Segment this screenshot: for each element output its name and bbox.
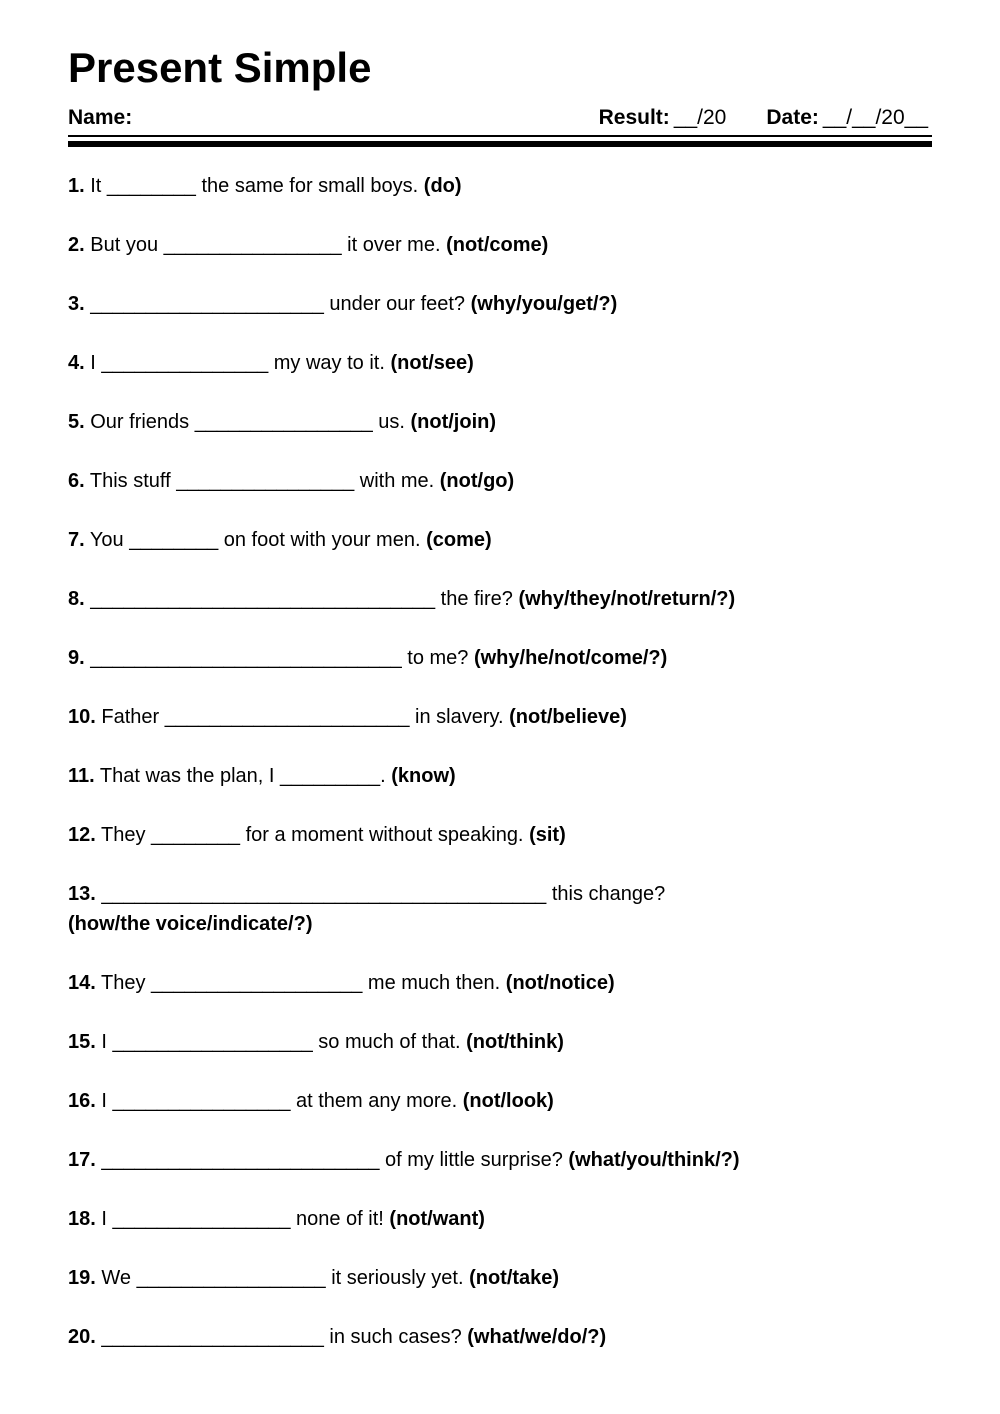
divider-thin-line [68, 135, 932, 137]
answer-blank: _______________ [101, 352, 269, 375]
verb-hint: (not/go) [439, 470, 515, 493]
question-number: 4. [68, 352, 85, 375]
answer-blank: __________________ [112, 1031, 313, 1054]
header-meta-row [68, 106, 932, 130]
answer-blank: _________________ [136, 1267, 326, 1290]
question-item: 11. That was the plan, I _________. (know) [68, 765, 456, 788]
result-label: Result: [598, 106, 670, 130]
verb-hint: (not/come) [446, 234, 549, 257]
question-number: 1. [68, 175, 85, 198]
answer-blank: _______________________________ [90, 588, 436, 611]
answer-blank: ________ [151, 824, 241, 847]
verb-hint: (not/believe) [509, 706, 627, 729]
result-field [599, 106, 731, 130]
question-number: 10. [68, 706, 96, 729]
question-number: 19. [68, 1267, 96, 1290]
question-number: 3. [68, 293, 85, 316]
question-number: 16. [68, 1090, 96, 1113]
answer-blank: ________________ [112, 1208, 291, 1231]
question-item: 3. _____________________ under our feet? (why/you/get/?) [68, 293, 618, 316]
verb-hint: (come) [426, 529, 492, 552]
question-number: 18. [68, 1208, 96, 1231]
question-item: 19. We _________________ it seriously yet. (not/take) [68, 1267, 560, 1290]
question-number: 15. [68, 1031, 96, 1054]
question-number: 6. [68, 470, 85, 493]
question-number: 7. [68, 529, 85, 552]
verb-hint: (why/they/not/return/?) [518, 588, 736, 611]
answer-blank: ________________ [176, 470, 355, 493]
date-value: __/__/20__ [822, 106, 928, 130]
answer-blank: ________ [106, 175, 196, 198]
question-item: 9. ____________________________ to me? (why/he/not/come/?) [68, 647, 668, 670]
answer-blank: ________________ [112, 1090, 291, 1113]
verb-hint: (not/notice) [505, 972, 615, 995]
verb-hint: (what/you/think/?) [568, 1149, 740, 1172]
question-number: 17. [68, 1149, 96, 1172]
name-field [68, 106, 599, 130]
answer-blank: ____________________ [101, 1326, 324, 1349]
verb-hint: (know) [391, 765, 456, 788]
answer-blank: ________________________________________ [101, 883, 547, 906]
question-item: 8. _______________________________ the fire? (why/they/not/return/?) [68, 588, 736, 611]
verb-hint: (not/take) [469, 1267, 560, 1290]
verb-hint: (not/look) [462, 1090, 554, 1113]
date-label: Date: [766, 106, 819, 130]
verb-hint: (what/we/do/?) [467, 1326, 607, 1349]
question-item: 18. I ________________ none of it! (not/want) [68, 1208, 485, 1231]
answer-blank: ________ [129, 529, 219, 552]
answer-blank: ________________ [194, 411, 373, 434]
divider-thick-line [68, 141, 932, 147]
result-value: __/20 [673, 106, 727, 130]
question-item: 1. It ________ the same for small boys. (do) [68, 175, 462, 198]
question-number: 8. [68, 588, 85, 611]
question-item: 7. You ________ on foot with your men. (come) [68, 529, 492, 552]
worksheet-title: Present Simple [68, 44, 372, 91]
question-item: 13. ________________________________________ this change? (how/the voice/indicate/?) [68, 883, 666, 936]
verb-hint: (not/join) [410, 411, 497, 434]
verb-hint: (why/he/not/come/?) [473, 647, 668, 670]
question-item: 12. They ________ for a moment without speaking. (sit) [68, 824, 566, 847]
verb-hint: (not/see) [390, 352, 474, 375]
answer-blank: ______________________ [164, 706, 410, 729]
name-label: Name: [68, 106, 133, 130]
question-number: 12. [68, 824, 96, 847]
question-item: 16. I ________________ at them any more. (not/look) [68, 1090, 554, 1113]
verb-hint: (why/you/get/?) [470, 293, 618, 316]
answer-blank: _________________________ [101, 1149, 380, 1172]
question-item: 2. But you ________________ it over me. (not/come) [68, 234, 549, 257]
verb-hint: (not/want) [389, 1208, 485, 1231]
answer-blank: ____________________________ [90, 647, 402, 670]
question-item: 10. Father ______________________ in slavery. (not/believe) [68, 706, 627, 729]
question-item: 17. _________________________ of my little surprise? (what/you/think/?) [68, 1149, 740, 1172]
verb-hint: (not/think) [466, 1031, 564, 1054]
date-field [766, 106, 932, 130]
answer-blank: ________________ [163, 234, 342, 257]
question-number: 11. [68, 765, 95, 788]
question-item: 15. I __________________ so much of that. (not/think) [68, 1031, 564, 1054]
question-number: 9. [68, 647, 85, 670]
question-item: 20. ____________________ in such cases? (what/we/do/?) [68, 1326, 607, 1349]
answer-blank: ___________________ [151, 972, 363, 995]
question-item: 4. I _______________ my way to it. (not/see) [68, 352, 474, 375]
verb-hint: (how/the voice/indicate/?) [68, 913, 313, 936]
question-number: 5. [68, 411, 85, 434]
verb-hint: (sit) [529, 824, 566, 847]
question-item: 14. They ___________________ me much then. (not/notice) [68, 972, 615, 995]
question-number: 2. [68, 234, 85, 257]
answer-blank: _____________________ [90, 293, 324, 316]
questions-list [68, 171, 932, 1352]
question-number: 14. [68, 972, 96, 995]
question-number: 20. [68, 1326, 96, 1349]
question-number: 13. [68, 883, 96, 906]
verb-hint: (do) [423, 175, 462, 198]
question-item: 5. Our friends ________________ us. (not/join) [68, 411, 497, 434]
header-divider [68, 135, 932, 147]
question-item: 6. This stuff ________________ with me. (not/go) [68, 470, 515, 493]
answer-blank: _________ [280, 765, 381, 788]
